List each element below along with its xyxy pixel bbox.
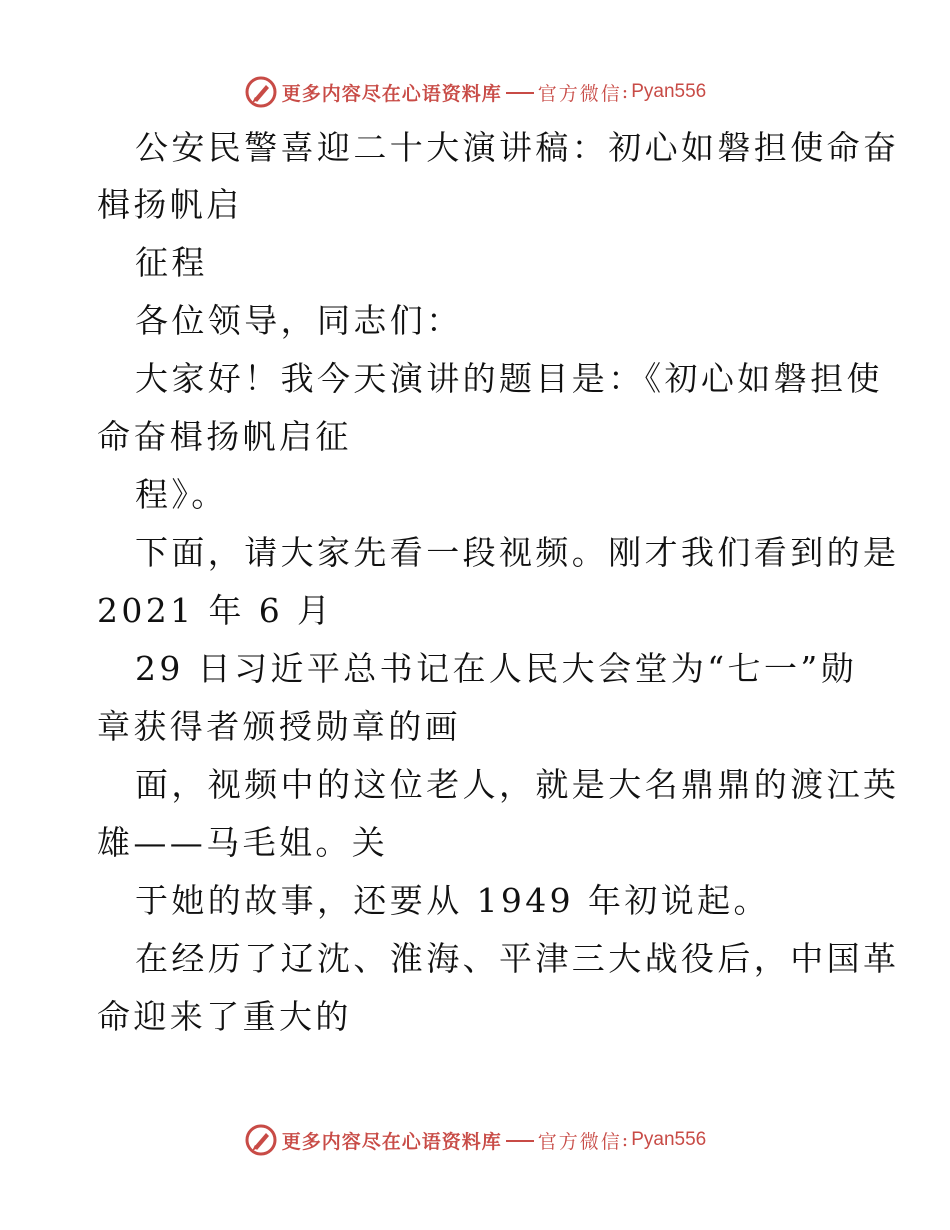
- footer-banner: [0, 1120, 950, 1160]
- title-line-3: 征程: [135, 243, 208, 282]
- paragraph-line: 雄——马毛姐。关: [97, 823, 389, 862]
- paragraph-line: 于她的故事，还要从 1949 年初说起。: [135, 881, 770, 920]
- header-official-text: 官方微信: [537, 82, 622, 105]
- paragraph-line: 命奋楫扬帆启征: [97, 417, 352, 456]
- pen-logo-icon: [244, 75, 278, 109]
- paragraph-line: 2021 年 6 月: [97, 591, 334, 630]
- title-line-2: 楫扬帆启: [97, 185, 243, 224]
- header-banner: [0, 72, 950, 112]
- paragraph-line: 面，视频中的这位老人，就是大名鼎鼎的渡江英: [135, 765, 900, 804]
- header-dash: [506, 92, 534, 94]
- footer-brand-text: 更多内容尽在心语资料库: [281, 1130, 502, 1153]
- header-brand-text: 更多内容尽在心语资料库: [281, 82, 502, 105]
- paragraph-line: 29 日习近平总书记在人民大会堂为“七一”勋: [135, 649, 858, 688]
- paragraph-line: 命迎来了重大的: [97, 997, 352, 1036]
- paragraph-line: 章获得者颁授勋章的画: [97, 707, 461, 746]
- footer-dash: [506, 1140, 534, 1142]
- paragraph-line: 程》。: [135, 475, 228, 514]
- paragraph-line: 下面，请大家先看一段视频。刚才我们看到的是: [135, 533, 900, 572]
- footer-colon: :: [621, 1129, 629, 1151]
- header-wechat-id: Pyan556: [631, 81, 707, 102]
- pen-logo-icon: [244, 1123, 278, 1157]
- paragraph-line: 在经历了辽沈、淮海、平津三大战役后，中国革: [135, 939, 900, 978]
- salutation-line: 各位领导，同志们：: [135, 301, 463, 340]
- footer-official-text: 官方微信: [537, 1130, 622, 1153]
- paragraph-line: 大家好！我今天演讲的题目是：《初心如磐担使: [135, 359, 883, 398]
- footer-wechat-id: Pyan556: [631, 1129, 707, 1150]
- title-line-1: 公安民警喜迎二十大演讲稿：初心如磐担使命奋: [135, 128, 900, 167]
- header-colon: :: [621, 81, 629, 103]
